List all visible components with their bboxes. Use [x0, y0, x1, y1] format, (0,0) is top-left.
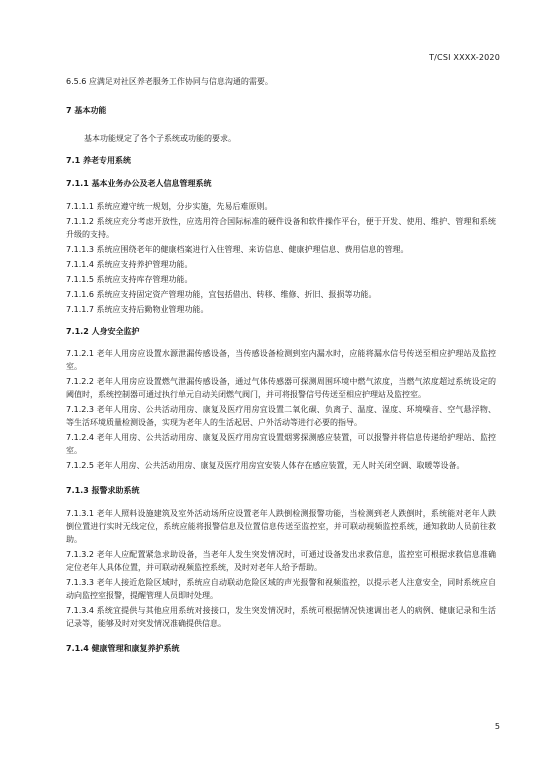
- clause-paragraph: 7.1.2.1 老年人用房应设置水源泄漏传感设备，当传感设备检测到室内漏水时，应能将漏水信号传送至相应护理站及监控室。: [66, 349, 496, 371]
- clause-paragraph: 7.1.1.5 系统应支持库存管理功能。: [66, 275, 193, 284]
- clause-paragraph: 7.1.1.1 系统应遵守统一规划，分步实施，先易后难原则。: [66, 202, 273, 211]
- section-heading: 7 基本功能: [66, 106, 107, 115]
- sub-subsection-heading: 7.1.3 报警求助系统: [66, 486, 140, 495]
- clause-paragraph: 7.1.1.7 系统应支持后勤物业管理功能。: [66, 305, 209, 314]
- clause-paragraph: 7.1.3.1 老年人照料设施建筑及室外活动场所应设置老年人跌倒检测报警功能，当检测到老人跌倒时，系统能对老年人跌倒位置进行实时无线定位，系统应能将报警信息及位置信息传送至监控室，并可联动视频监控系统，通知救助人员前往救助。: [66, 509, 496, 544]
- section-intro: 基本功能规定了各个子系统或功能的要求。: [84, 134, 236, 143]
- clause-paragraph: 7.1.1.2 系统应充分考虑开放性，应选用符合国际标准的硬件设备和软件操作平台，便于开发、使用、维护、管理和系统升级的支持。: [66, 217, 496, 239]
- clause-paragraph: 7.1.1.6 系统应支持固定资产管理功能，宜包括借出、转移、维修、折旧、报损等功能。: [66, 290, 377, 299]
- page-number: 5: [494, 722, 500, 731]
- clause-paragraph: 7.1.3.4 系统宜提供与其他应用系统对接接口，发生突发情况时，系统可根据情况快速调出老人的病例、健康记录和生活记录等，能够及时对突发情况准确提供信息。: [66, 606, 496, 628]
- clause-paragraph: 7.1.3.3 老年人接近危险区域时，系统应自动联动危险区域的声光报警和视频监控，以提示老人注意安全，同时系统应自动向监控室报警，提醒管理人员即时处理。: [66, 578, 496, 600]
- clause-paragraph: 7.1.2.3 老年人用房、公共活动用房、康复及医疗用房宜设置二氧化碳、负离子、温度、湿度、环境噪音、空气悬浮物、等生活环境质量检测设备，实现为老年人的生活起居、户外活动等进行必要的指导。: [66, 405, 496, 427]
- clause-paragraph: 7.1.2.2 老年人用房应设置燃气泄漏传感设备，通过气体传感器可探测周围环境中燃气浓度，当燃气浓度超过系统设定的阈值时，系统控制器可通过执行单元自动关闭燃气阀门，并可将报警信号传送至相应护理站及监控室。: [66, 377, 496, 399]
- sub-subsection-heading: 7.1.4 健康管理和康复养护系统: [66, 644, 180, 653]
- clause-paragraph: 7.1.3.2 老年人应配置紧急求助设备，当老年人发生突发情况时，可通过设备发出求救信息，监控室可根据求救信息准确定位老年人具体位置，并可联动视频监控系统，及时对老年人给予帮助。: [66, 550, 496, 572]
- clause-paragraph: 7.1.2.5 老年人用房、公共活动用房、康复及医疗用房宜安装人体存在感应装置，无人时关闭空调、取暖等设备。: [66, 461, 465, 470]
- subsection-heading: 7.1 养老专用系统: [66, 156, 131, 165]
- clause-paragraph: 7.1.2.4 老年人用房、公共活动用房、康复及医疗用房宜设置烟雾探测感应装置，可以报警并将信息传递给护理站、监控室。: [66, 433, 496, 455]
- standard-code: T/CSI XXXX-2020: [429, 53, 500, 62]
- clause-paragraph: 7.1.1.4 系统应支持养护管理功能。: [66, 260, 193, 269]
- document-body: [66, 75, 496, 655]
- sub-subsection-heading: 7.1.2 人身安全监护: [66, 327, 140, 336]
- clause-paragraph: 7.1.1.3 系统应围绕老年的健康档案进行入住管理、来访信息、健康护理信息、费用信息的管理。: [66, 245, 409, 254]
- sub-subsection-heading: 7.1.1 基本业务办公及老人信息管理系统: [66, 179, 212, 188]
- clause-6-5-6: 6.5.6 应满足对社区养老服务工作协同与信息沟通的需要。: [66, 77, 273, 86]
